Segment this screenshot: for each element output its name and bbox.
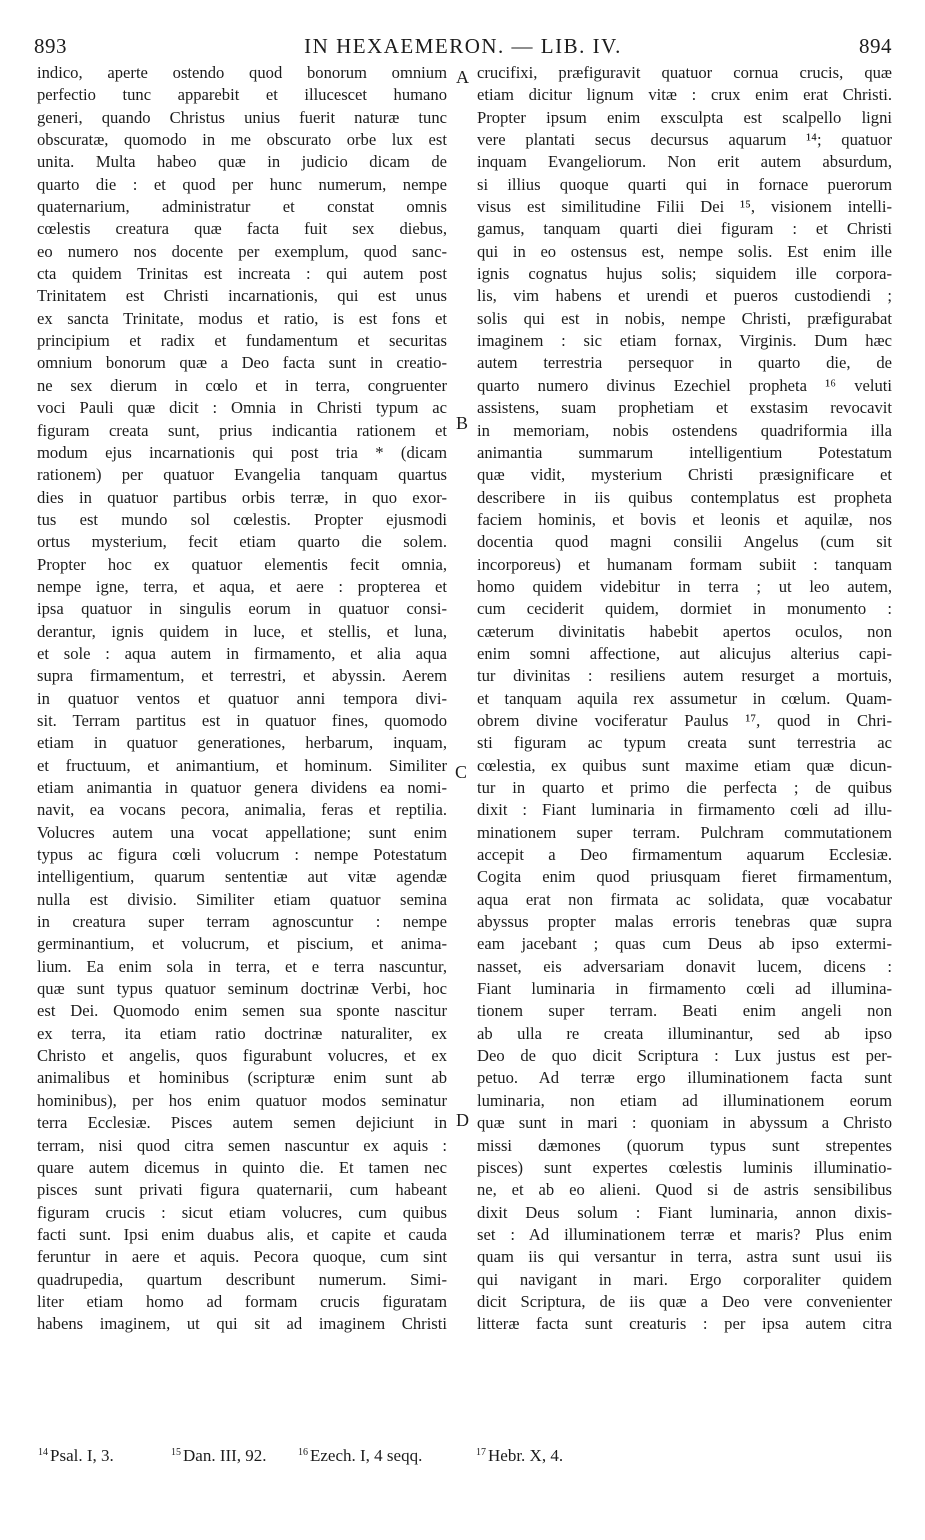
text-line: est Dei. Quomodo enim semen sua sponte nascitur: [37, 1001, 447, 1021]
text-line: intelligentium, quarum sententiæ aut vitæ agendæ: [37, 867, 447, 887]
text-line: facti sunt. Ipsi enim duabus alis, et capite et cauda: [37, 1224, 447, 1244]
text-line: ex sancta Trinitate, modus et ratio, is est fons et: [37, 308, 447, 328]
text-line: qui navigant in mari. Ergo corporaliter quidem: [477, 1269, 892, 1289]
text-line: si illius quoque quarti qui in fornace puerorum: [477, 174, 892, 194]
text-line: nulla est divisio. Similiter etiam quatuor semina: [37, 889, 447, 909]
text-line: quadrupedia, quartum describunt numerum. Simi-: [37, 1269, 447, 1289]
text-line: vere plantati secus decursus aquarum ¹⁴; quatuor: [477, 130, 892, 150]
text-line: quæ vidit, mysterium Christi præsignificare et: [477, 465, 892, 485]
text-line: sit. Terram partitus est in quatuor fines, quomodo: [37, 710, 447, 730]
text-line: et sole : aqua autem in firmamento, et alia aqua: [37, 643, 447, 663]
text-line: eo numero nos docente per exemplum, quod sanc-: [37, 241, 447, 261]
left-column: [37, 62, 447, 1336]
text-line: ab ulla re creata illuminantur, sed ab ipso: [477, 1023, 892, 1043]
text-line: ignis cognatus hujus solis; siquidem ille corpora-: [477, 264, 892, 284]
text-line: quæ sunt in mari : quoniam in abyssum a Christo: [477, 1113, 892, 1133]
text-line: animantia summarum intelligentium Potestatum: [477, 442, 892, 462]
text-line: eam jacebant ; quas cum Deus ab ipso extermi-: [477, 934, 892, 954]
text-line: quæ sunt typus quatuor seminum doctrinæ Verbi, hoc: [37, 979, 447, 999]
text-line: indico, aperte ostendo quod bonorum omnium: [37, 63, 447, 82]
running-header: [34, 34, 892, 64]
running-title: IN HEXAEMERON. — LIB. IV.: [304, 34, 622, 58]
text-line: hominibus), per hos enim quatuor modos seminatur: [37, 1090, 447, 1110]
text-line: quam iis qui versantur in terra, astra sunt usui iis: [477, 1247, 892, 1267]
footnote: $^{16}$ Ezech. I, 4 seqq.: [298, 1446, 423, 1465]
text-line: Propter hoc ex quatuor elementis fecit omnia,: [37, 554, 447, 574]
text-line: etiam animantia in quatuor genera dividens ea nomi-: [37, 778, 447, 797]
text-line: et tanquam aquila rex assumetur in cœlum. Quam-: [477, 688, 892, 708]
page-number-right: 894: [859, 34, 892, 58]
text-line: animalibus et hominibus (scripturæ enim sunt ab: [37, 1068, 447, 1088]
text-line: quaternarium, administratur et constat omnis: [37, 197, 447, 217]
text-line: pisces sunt privati figura quaternarii, cum habeant: [37, 1180, 447, 1200]
text-line: ortus mysterium, fecit etiam quarto die solem.: [37, 532, 447, 552]
text-line: perfectio tunc apparebit et illucescet humano: [37, 85, 447, 105]
text-line: habens imaginem, ut qui sit ad imaginem Christi: [37, 1314, 447, 1334]
footnote: $^{14}$ Psal. I, 3.: [38, 1446, 114, 1465]
text-line: inquam Evangeliorum. Non erit autem absurdum,: [477, 152, 892, 172]
text-line: quare autem dicemus in quinto die. Et tamen nec: [37, 1157, 447, 1177]
text-line: supra firmamentum, et terrestri, et abyssin. Aerem: [37, 666, 447, 686]
text-line: assistens, suam prophetiam et exstasim revocavit: [477, 398, 892, 418]
text-line: obrem divine vociferatur Paulus ¹⁷, quod in Chri-: [477, 710, 892, 730]
text-line: etiam dicitur lignum vitæ : crux enim erat Christi.: [477, 85, 892, 105]
text-line: aqua erat non firmata ac solidata, quæ vocabatur: [477, 889, 892, 909]
margin-marker-a: A: [456, 67, 469, 87]
text-line: etiam in quatuor generationes, herbarum, inquam,: [37, 733, 447, 753]
text-line: omnium bonorum quæ a Deo facta sunt in creatio-: [37, 353, 447, 373]
text-line: nasset, eis adversariam donavit lucem, dicens :: [477, 956, 892, 976]
text-line: accepit a Deo firmamentum aquarum Ecclesiæ.: [477, 845, 892, 865]
text-line: homo quidem videbitur in terra ; ut leo autem,: [477, 576, 892, 596]
text-line: figuram crucis : sicut etiam volucres, cum quibus: [37, 1202, 447, 1222]
margin-marker-c: C: [455, 762, 468, 782]
margin-marker-d: D: [456, 1110, 469, 1130]
text-line: obscuratæ, quomodo in me obscurato orbe lux est: [37, 130, 447, 150]
page-number-left: 893: [34, 34, 67, 58]
right-column: [477, 62, 892, 1336]
text-line: cum ceciderit quidem, dormiet in monumento :: [477, 599, 892, 619]
text-line: imaginem : sic etiam fornax, Virginis. Dum hæc: [477, 331, 892, 351]
text-line: enim somni affectione, aut alicujus alterius capi-: [477, 643, 892, 663]
footnote: $^{15}$ Dan. III, 92.: [171, 1446, 267, 1465]
text-line: ne sex dierum in cœlo et in terra, congruenter: [37, 375, 447, 395]
text-line: cœlestis creatura quæ facta fuit sex diebus,: [37, 219, 447, 239]
text-line: terra Ecclesiæ. Pisces autem semen dejiciunt in: [37, 1113, 447, 1133]
text-line: tur divinitas : resiliens autem resurget a mortuis,: [477, 666, 892, 686]
text-line: Volucres autem una vocat appellatione; sunt enim: [37, 822, 447, 842]
text-line: derantur, ignis quidem in luce, et stellis, et luna,: [37, 621, 447, 641]
text-line: luminaria, non etiam ad illuminationem eorum: [477, 1090, 892, 1110]
text-line: liter etiam homo ad formam crucis figuratam: [37, 1291, 447, 1311]
text-line: in quatuor ventos et quatuor anni tempora divi-: [37, 688, 447, 708]
text-line: missi dæmones (quorum typus sunt strepentes: [477, 1135, 892, 1155]
text-line: typus ac figura cœli volucrum : nempe Potestatum: [37, 845, 447, 865]
text-line: abyssus propter malas erroris tenebras quæ supra: [477, 912, 892, 932]
text-line: generi, quando Christus unius fuerit naturæ tunc: [37, 107, 447, 127]
text-line: navit, ea vocans pecora, animalia, feras et reptilia.: [37, 800, 447, 820]
text-line: faciem hominis, et bovis et leonis et aquilæ, nos: [477, 509, 892, 529]
text-line: set : Ad illuminationem terræ et maris? Plus enim: [477, 1224, 892, 1244]
text-line: ipsa quatuor in singulis eorum in quatuor consi-: [37, 599, 447, 619]
text-line: et fructuum, et animantium, et hominum. Similiter: [37, 755, 447, 775]
text-line: minationem super terram. Pulchram commutationem: [477, 822, 892, 842]
text-line: solis qui est in nobis, nempe Christi, præfigurabat: [477, 308, 892, 328]
text-line: describere in iis quibus contemplatus est propheta: [477, 487, 892, 507]
text-line: voci Pauli quæ dicit : Omnia in Christi typum ac: [37, 398, 447, 418]
text-line: Propter ipsum enim exsculpta est scalpello ligni: [477, 107, 892, 127]
margin-marker-b: B: [456, 413, 469, 433]
text-line: tur in quarto et primo die perfecta ; de quibus: [477, 778, 892, 797]
text-line: Christo et angelis, quos figurabunt volucres, et ex: [37, 1046, 447, 1066]
text-line: cæterum divinitatis habebit apertos oculos, non: [477, 621, 892, 641]
text-line: tionem super terram. Beati enim angeli non: [477, 1001, 892, 1021]
text-line: autem terrestria persequor in quarto die, de: [477, 353, 892, 373]
text-line: Trinitatem est Christi incarnationis, qui est unus: [37, 286, 447, 306]
text-line: nempe igne, terra, et aqua, et aere : propterea et: [37, 576, 447, 596]
text-line: petuo. Ad terræ ergo illuminationem facta sunt: [477, 1068, 892, 1088]
text-line: principium et radix et fundamentum et securitas: [37, 331, 447, 351]
text-line: tus est mundo sol cœlestis. Propter ejusmodi: [37, 509, 447, 529]
text-line: incorporeus) et humanam formam subiit : tanquam: [477, 554, 892, 574]
text-line: qui in eo ostensus est, nempe solis. Est enim ille: [477, 241, 892, 261]
text-line: Cogita enim quod priusquam fieret firmamentum,: [477, 867, 892, 887]
text-line: dies in quatuor partibus orbis terræ, in quo exor-: [37, 487, 447, 507]
text-line: rationem) per quatuor Evangelia tanquam quartus: [37, 465, 447, 485]
text-line: in memoriam, nobis ostendens quadriformia illa: [477, 420, 892, 440]
text-line: sti figuram ac typum creata sunt terrestria ac: [477, 733, 892, 753]
text-line: germinantium, et volucrum, et piscium, et anima-: [37, 934, 447, 954]
text-line: pisces) sunt expertes cœlestis luminis illuminatio-: [477, 1157, 892, 1177]
text-line: cta quidem Trinitas est increata : qui autem post: [37, 264, 447, 284]
text-line: dixit Deus solum : Fiant luminaria, annon dixis-: [477, 1202, 892, 1222]
text-line: ex terra, ita etiam ratio doctrinæ naturaliter, ex: [37, 1023, 447, 1043]
text-line: lis, vim habens et urendi et pueros custodiendi ;: [477, 286, 892, 306]
text-line: terram, nisi quod citra semen nascuntur ex aquis :: [37, 1135, 447, 1155]
text-line: dicit Scriptura, de iis quæ a Deo vere convenienter: [477, 1291, 892, 1311]
text-line: feruntur in aere et aquis. Pecora quoque, cum sint: [37, 1247, 447, 1267]
footnote: $^{17}$ Hebr. X, 4.: [476, 1446, 564, 1465]
footnotes: [38, 1446, 898, 1472]
text-line: crucifixi, præfiguravit quatuor cornua crucis, quæ: [477, 63, 892, 82]
text-line: Deo de quo dicit Scriptura : Lux justus est per-: [477, 1046, 892, 1066]
text-line: ne, et ab eo alieni. Quod si de astris sensibilibus: [477, 1180, 892, 1200]
text-line: modum ejus incarnationis qui post tria * (dicam: [37, 442, 447, 462]
text-line: unita. Multa habeo quæ in judicio dicam de: [37, 152, 447, 172]
text-line: litteræ facta sunt creaturis : per ipsa autem citra: [477, 1314, 892, 1334]
text-line: gamus, tanquam quarti diei figuram : et Christi: [477, 219, 892, 239]
text-line: Fiant luminaria in firmamento cœli ad illumina-: [477, 979, 892, 999]
text-line: cœlestia, ex quibus sunt maxime etiam quæ dicun-: [477, 755, 892, 775]
text-line: lium. Ea enim sola in terra, et e terra nascuntur,: [37, 956, 447, 976]
text-line: visus est similitudine Filii Dei ¹⁵, visionem intelli-: [477, 197, 892, 217]
text-line: docentia quod magni consilii Angelus (cum sit: [477, 532, 892, 552]
text-line: in creatura super terram agnoscuntur : nempe: [37, 912, 447, 932]
text-line: quarto die : et quod per hunc numerum, nempe: [37, 174, 447, 194]
text-line: figuram creata sunt, prius indicantia rationem et: [37, 420, 447, 440]
text-line: dixit : Fiant luminaria in firmamento cœli ad illu-: [477, 800, 892, 820]
text-line: quarto numero divinus Ezechiel propheta ¹⁶ veluti: [477, 375, 892, 395]
